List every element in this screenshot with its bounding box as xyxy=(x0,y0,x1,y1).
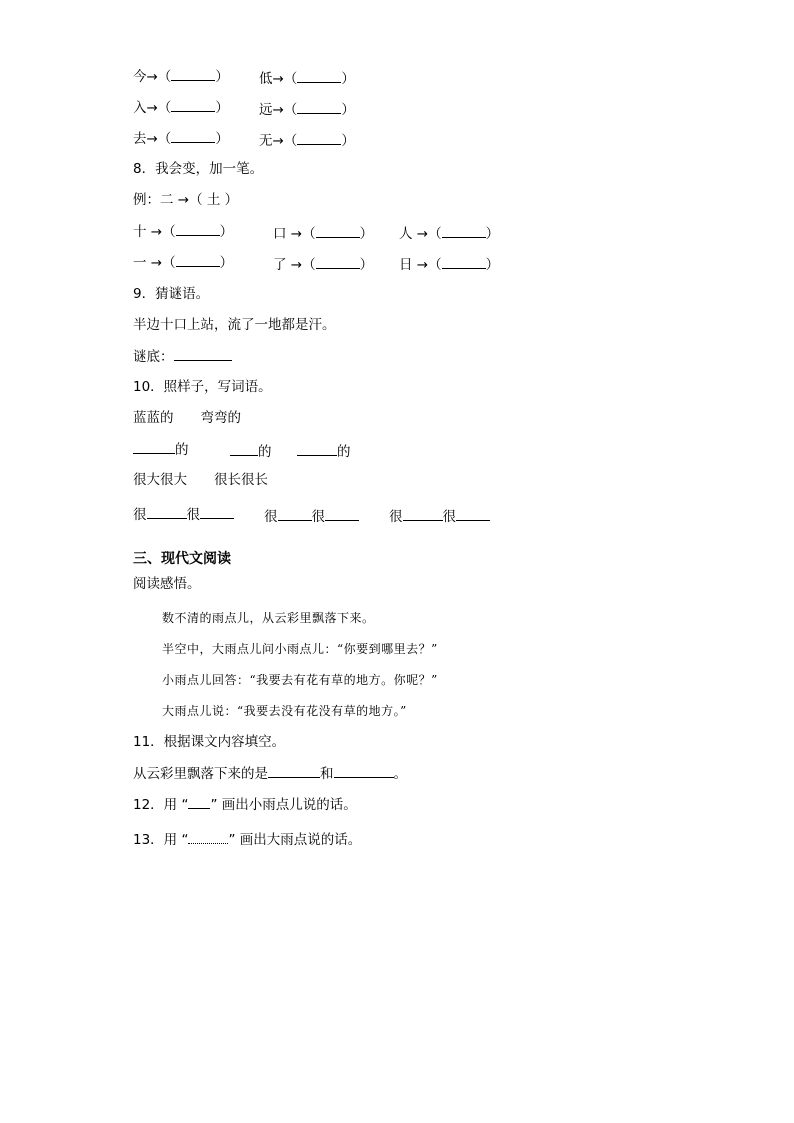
q10-hen-item-2: 很 很 xyxy=(264,505,359,525)
q8-title: 8．我会变，加一笔。 xyxy=(133,161,264,177)
q9-riddle: 半边十口上站，流了一地都是汗。 xyxy=(133,317,336,333)
answer-blank[interactable] xyxy=(442,224,486,238)
answer-blank[interactable] xyxy=(268,764,320,778)
q8-item-kou: 口 →（ ） xyxy=(273,226,374,242)
answer-blank[interactable] xyxy=(297,100,341,114)
q10-hen-row: 很 很 xyxy=(133,505,234,524)
q7-row-2: 入→（ ） xyxy=(133,100,229,116)
answer-blank[interactable] xyxy=(176,253,220,267)
q7-item-yuan: 远→（ ） xyxy=(259,102,355,118)
passage-line-1: 数不清的雨点儿，从云彩里飘落下来。 xyxy=(162,611,375,625)
q8-example: 例：二 →（ 土 ） xyxy=(133,192,239,208)
passage-line-3: 小雨点儿回答：“我要去有花有草的地方。你呢？” xyxy=(162,673,438,687)
answer-blank[interactable] xyxy=(316,255,360,269)
q8-item-ren: 人 →（ ） xyxy=(399,226,500,242)
passage-line-2: 半空中，大雨点儿问小雨点儿：“你要到哪里去？” xyxy=(162,642,438,656)
q10-de-row: 的 xyxy=(133,440,189,459)
q8-item-le: 了 →（ ） xyxy=(273,257,374,273)
answer-blank[interactable] xyxy=(174,347,232,361)
q13: 13．用 “ ” 画出大雨点说的话。 xyxy=(133,832,362,848)
passage-line-4: 大雨点儿说：“我要去没有花没有草的地方。” xyxy=(162,704,407,718)
q10-title: 10．照样子，写词语。 xyxy=(133,379,272,395)
q10-hen-item-3: 很 很 xyxy=(389,505,490,525)
answer-blank[interactable] xyxy=(403,507,443,521)
answer-blank[interactable] xyxy=(316,224,360,238)
answer-blank[interactable] xyxy=(176,222,220,236)
q8-row-2: 一 →（ ） xyxy=(133,255,234,271)
q7-item-wu: 无→（ ） xyxy=(259,133,355,149)
q8-row-1: 十 →（ ） xyxy=(133,224,234,240)
q10-example-1: 蓝蓝的 弯弯的 xyxy=(133,410,241,426)
q10-de-item-2: 的 xyxy=(230,440,272,460)
answer-blank[interactable] xyxy=(171,67,215,81)
section-3-heading: 三、现代文阅读 xyxy=(133,551,231,567)
straight-underline-sample xyxy=(188,795,210,809)
wavy-underline-sample xyxy=(188,835,228,844)
q11-title: 11．根据课文内容填空。 xyxy=(133,734,286,750)
q9-answer: 谜底： xyxy=(133,347,232,366)
answer-blank[interactable] xyxy=(297,69,341,83)
q7-row-3: 去→（ ） xyxy=(133,131,229,147)
answer-blank[interactable] xyxy=(297,131,341,145)
q7-row-1: 今→（ ） xyxy=(133,69,229,85)
q7-item-jin: 今→（ xyxy=(133,69,172,85)
answer-blank[interactable] xyxy=(442,255,486,269)
q7-item-di: 低→（ ） xyxy=(259,71,355,87)
answer-blank[interactable] xyxy=(133,440,175,454)
q8-item-ri: 日 →（ ） xyxy=(399,257,500,273)
q11-fill: 从云彩里飘落下来的是 和 。 xyxy=(133,766,407,782)
answer-blank[interactable] xyxy=(278,507,312,521)
answer-blank[interactable] xyxy=(200,505,234,519)
answer-blank[interactable] xyxy=(147,505,187,519)
answer-blank[interactable] xyxy=(334,764,394,778)
q12: 12．用 “ ” 画出小雨点儿说的话。 xyxy=(133,797,357,813)
section-3-intro: 阅读感悟。 xyxy=(133,576,201,592)
answer-blank[interactable] xyxy=(171,98,215,112)
answer-blank[interactable] xyxy=(230,442,258,456)
answer-blank[interactable] xyxy=(325,507,359,521)
answer-blank[interactable] xyxy=(171,129,215,143)
q10-example-2: 很大很大 很长很长 xyxy=(133,472,268,488)
answer-blank[interactable] xyxy=(456,507,490,521)
answer-blank[interactable] xyxy=(297,442,337,456)
q10-de-item-3: 的 xyxy=(297,440,351,460)
q9-title: 9．猜谜语。 xyxy=(133,286,210,302)
